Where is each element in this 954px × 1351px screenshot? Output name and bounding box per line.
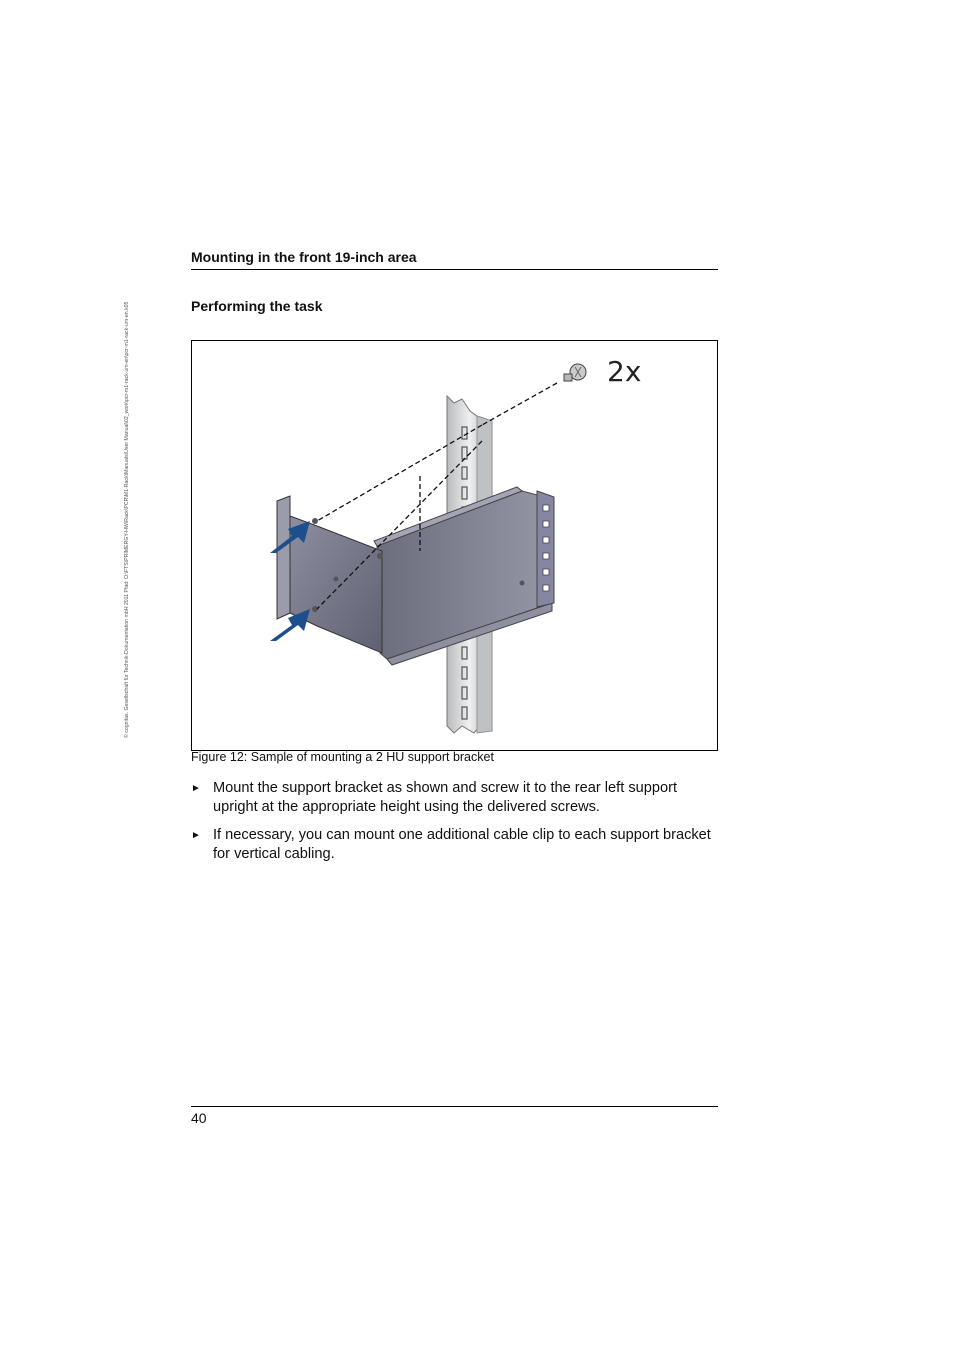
bullet-arrow-icon: ►: [191, 783, 201, 794]
instruction-text: If necessary, you can mount one additional cable clip to each support bracket for vertical cabling.: [213, 827, 711, 862]
running-head: Mounting in the front 19-inch area: [191, 249, 718, 270]
figure-frame: [191, 340, 718, 751]
lower-arrow-icon: [270, 609, 310, 641]
bracket-mounting-illustration: [192, 341, 717, 750]
screw-count-label: 2x: [607, 355, 642, 388]
page-footer: [191, 1106, 718, 1126]
page-number: 40: [191, 1110, 207, 1126]
sidebar-path-note: [121, 240, 133, 750]
figure-caption: Figure 12: Sample of mounting a 2 HU support bracket: [191, 750, 494, 764]
instruction-item: [191, 779, 718, 817]
instruction-item: [191, 826, 718, 864]
instruction-list: [191, 779, 718, 873]
support-bracket: [277, 487, 554, 665]
sidebar-path-text: © cognitas. Gesellschaft für Technik-Dokumentation mbH 2011 Pfad: O:\FTS\PRIMERGY-HW\Rack\PCR\M1-Rack\Manuals\User Manual\02_work\pcr-m1-rack-um-en\pcr-m1-rack-um-en.k05: [124, 301, 130, 738]
instruction-text: Mount the support bracket as shown and screw it to the rear left support upright at the appropriate height using the delivered screws.: [213, 780, 677, 815]
section-title: Performing the task: [191, 298, 323, 314]
screw-icon: [564, 364, 586, 381]
bullet-arrow-icon: ►: [191, 830, 201, 841]
